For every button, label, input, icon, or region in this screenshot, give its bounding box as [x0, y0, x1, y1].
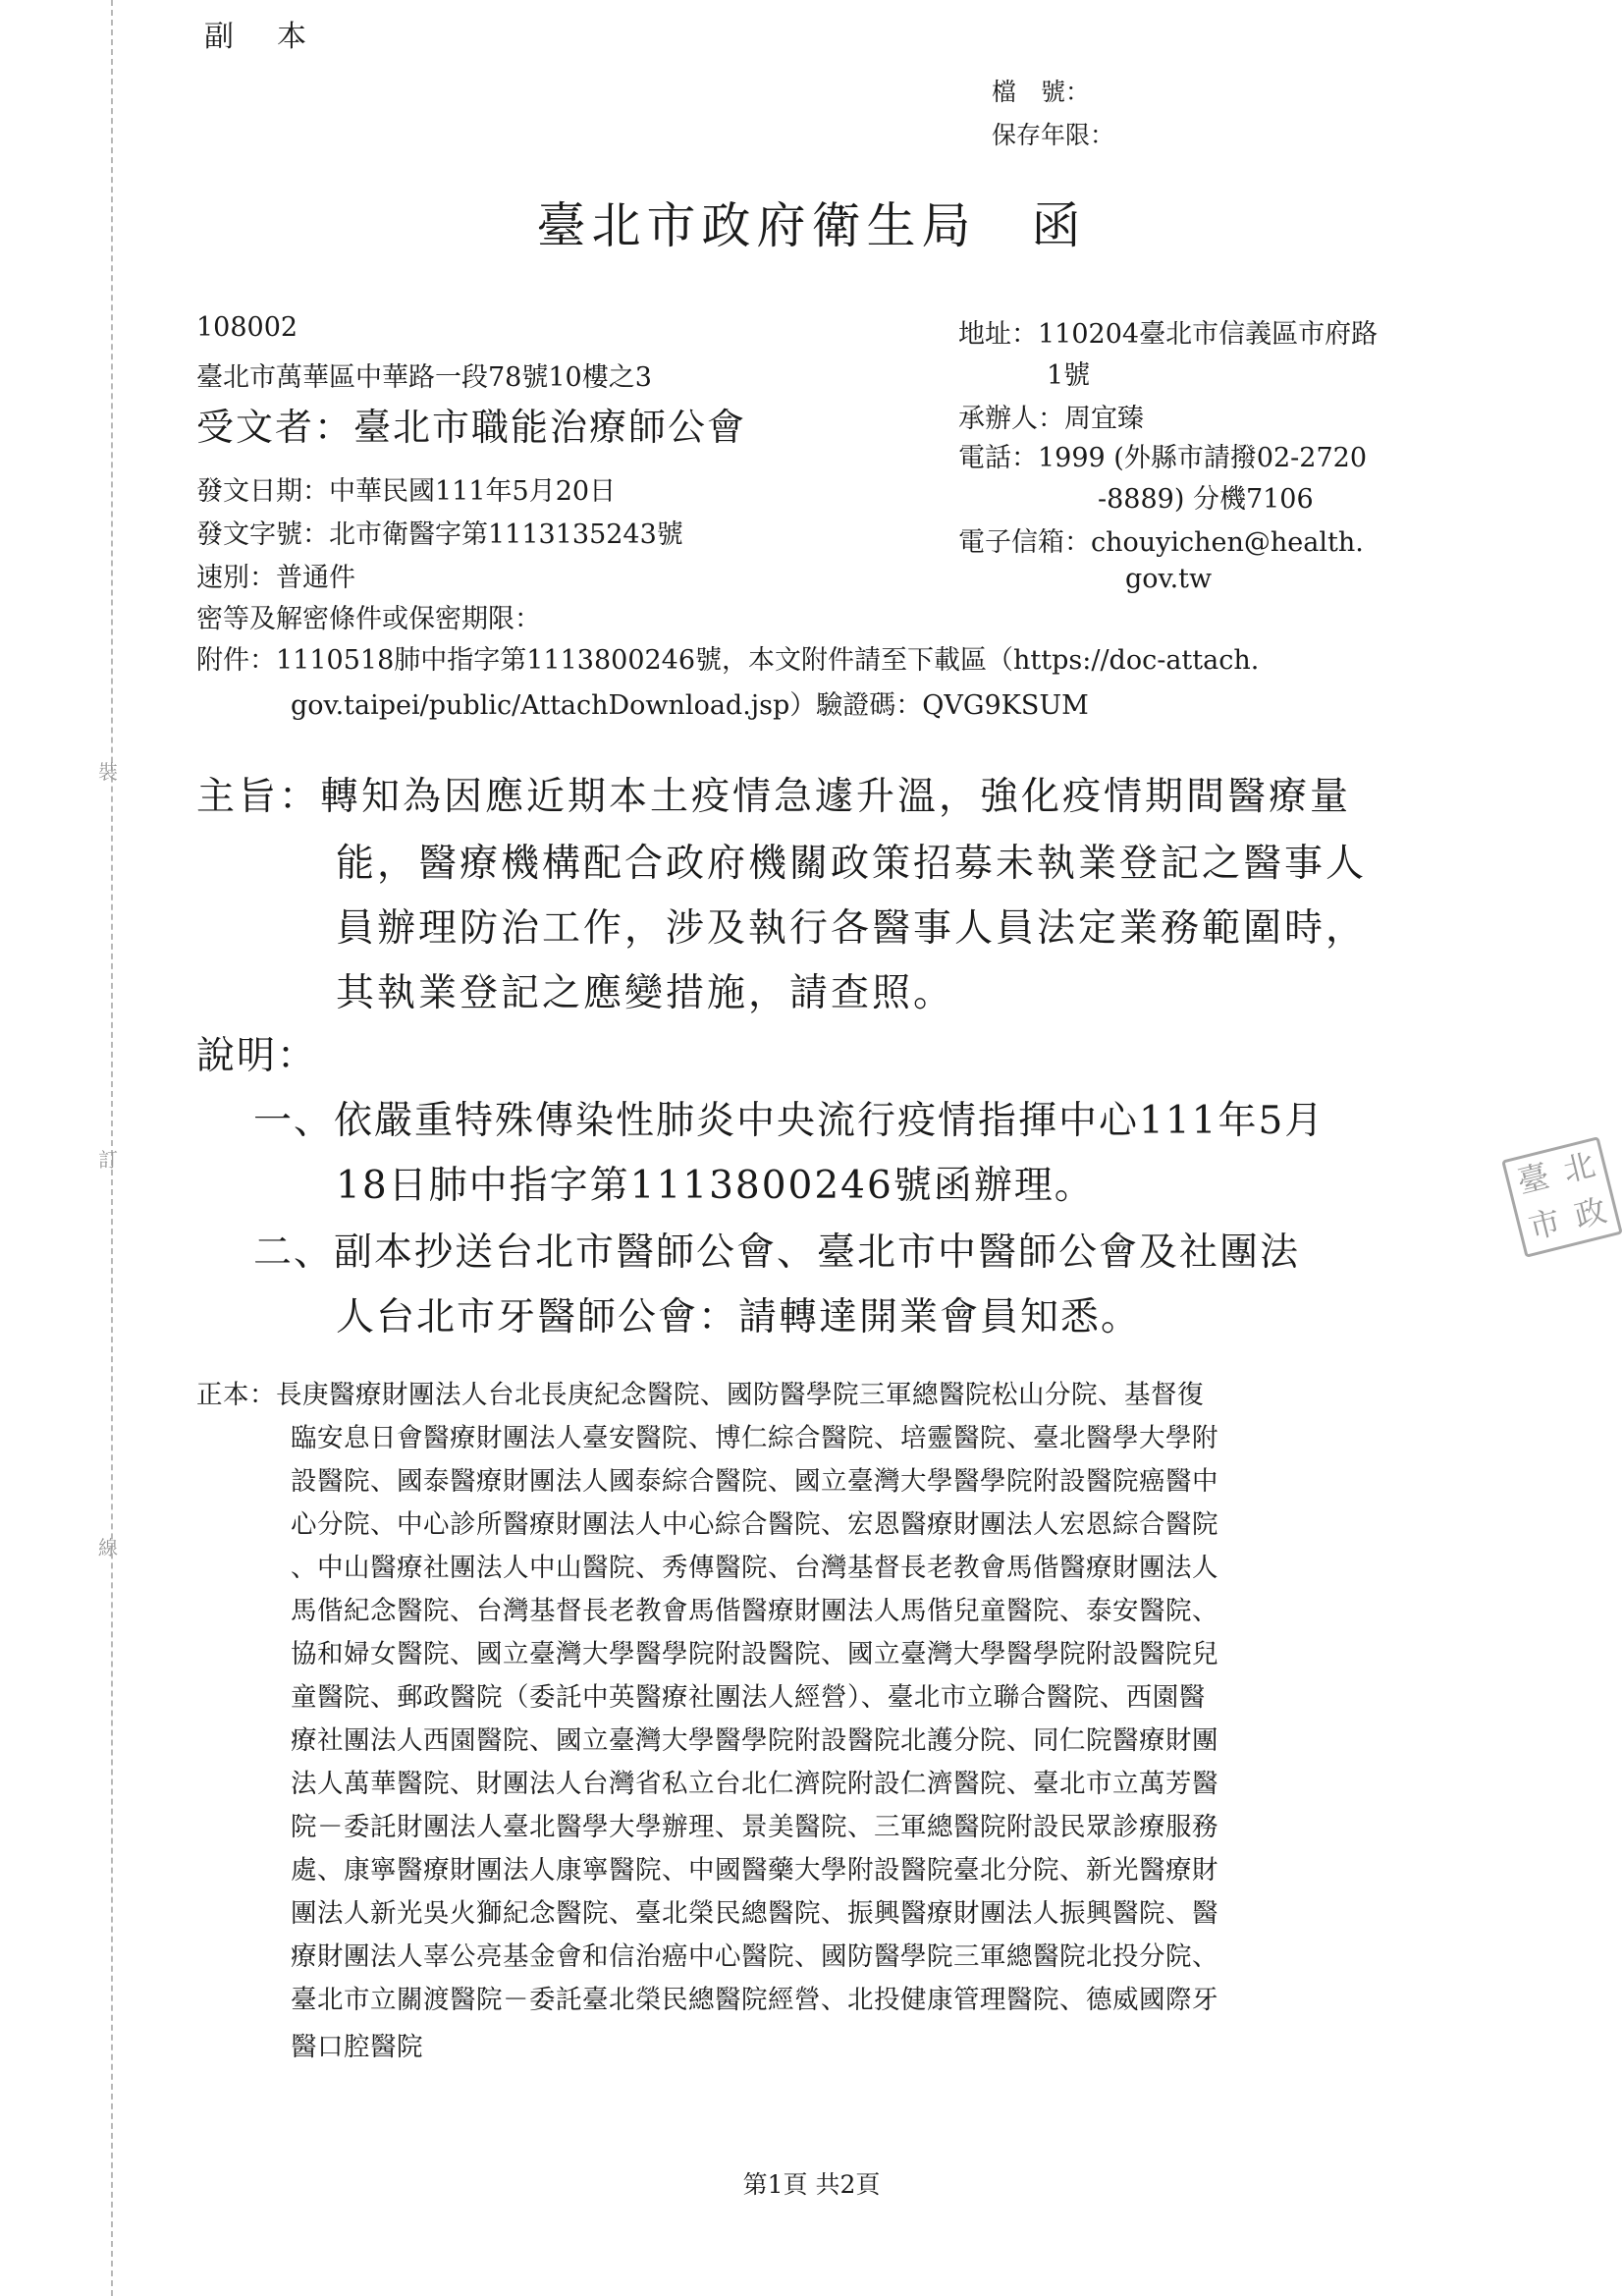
distribution-line-11: 院－委託財團法人臺北醫學大學辦理、景美醫院、三軍總醫院附設民眾診療服務 [291, 1812, 1218, 1842]
subject-line-3: 員辦理防治工作，涉及執行各醫事人員法定業務範圍時， [336, 906, 1368, 951]
distribution-line-6: 馬偕紀念醫院、台灣基督長老教會馬偕醫療財團法人馬偕兒童醫院、泰安醫院、 [291, 1596, 1218, 1626]
sender-email-line-2: gov.tw [1125, 564, 1213, 594]
binding-mark-middle: 訂 [98, 1148, 118, 1172]
attachment-line-1: 附件：1110518肺中指字第1113800246號，本文附件請至下載區（https://doc-attach. [196, 645, 1260, 676]
explanation-label: 說明： [196, 1034, 318, 1078]
distribution-line-1: 正本：長庚醫療財團法人台北長庚紀念醫院、國防醫學院三軍總醫院松山分院、基督復 [196, 1380, 1204, 1410]
distribution-line-12: 處、康寧醫療財團法人康寧醫院、中國醫藥大學附設醫院臺北分院、新光醫療財 [291, 1855, 1218, 1886]
retention-period-label: 保存年限： [992, 121, 1115, 149]
distribution-line-2: 臨安息日會醫療財團法人臺安醫院、博仁綜合醫院、培靈醫院、臺北醫學大學附 [291, 1423, 1218, 1453]
explanation-item-1-line-1: 一、依嚴重特殊傳染性肺炎中央流行疫情指揮中心111年5月 [253, 1099, 1325, 1143]
security-classification: 密等及解密條件或保密期限： [196, 604, 541, 634]
file-number-label: 檔 號： [992, 78, 1091, 106]
seal-char: 臺 [1513, 1157, 1553, 1201]
distribution-line-13: 團法人新光吳火獅紀念醫院、臺北榮民總醫院、振興醫療財團法人振興醫院、醫 [291, 1898, 1218, 1929]
binding-mark-bottom: 線 [98, 1536, 118, 1559]
distribution-line-8: 童醫院、郵政醫院（委託中英醫療社團法人經營）、臺北市立聯合醫院、西園醫 [291, 1682, 1206, 1713]
explanation-item-2-line-2: 人台北市牙醫師公會：請轉達開業會員知悉。 [336, 1295, 1142, 1339]
sender-address-line-2: 1號 [1047, 360, 1091, 391]
distribution-line-14: 療財團法人辜公亮基金會和信治癌中心醫院、國防醫學院三軍總醫院北投分院、 [291, 1941, 1218, 1972]
sender-phone-line-1: 電話：1999 (外縣市請撥02-2720 [958, 443, 1368, 473]
copy-mark: 副本 [204, 20, 350, 54]
binding-mark-top: 裝 [98, 760, 118, 784]
distribution-line-7: 協和婦女醫院、國立臺灣大學醫學院附設醫院、國立臺灣大學醫學院附設醫院兒 [291, 1639, 1218, 1669]
subject-line-1: 主旨：轉知為因應近期本土疫情急遽升溫，強化疫情期間醫療量 [196, 775, 1352, 819]
recipient-postal-code: 108002 [196, 312, 298, 343]
attachment-line-2: gov.taipei/public/AttachDownload.jsp）驗證碼：QVG9KSUM [291, 690, 1089, 721]
sender-handler: 承辦人：周宜臻 [958, 404, 1144, 434]
issue-number: 發文字號：北市衛醫字第1113135243號 [196, 519, 683, 550]
seal-char: 政 [1570, 1191, 1610, 1235]
official-seal-stamp [1501, 1136, 1623, 1258]
document-title: 臺北市政府衛生局 函 [536, 197, 1087, 254]
distribution-line-15: 臺北市立關渡醫院－委託臺北榮民總醫院經營、北投健康管理醫院、德威國際牙 [291, 1985, 1218, 2015]
subject-line-4: 其執業登記之應變措施，請查照。 [336, 971, 955, 1015]
distribution-line-4: 心分院、中心診所醫療財團法人中心綜合醫院、宏恩醫療財團法人宏恩綜合醫院 [291, 1509, 1218, 1540]
recipient: 受文者：臺北市職能治療師公會 [196, 406, 747, 449]
subject-line-2: 能，醫療機構配合政府機關政策招募未執業登記之醫事人 [336, 842, 1368, 886]
distribution-line-5: 、中山醫療社團法人中山醫院、秀傳醫院、台灣基督長老教會馬偕醫療財團法人 [291, 1553, 1218, 1583]
page-footer: 第1頁 共2頁 [742, 2170, 881, 2199]
distribution-line-10: 法人萬華醫院、財團法人台灣省私立台北仁濟院附設仁濟醫院、臺北市立萬芳醫 [291, 1769, 1218, 1799]
recipient-address: 臺北市萬華區中華路一段78號10樓之3 [196, 362, 652, 393]
explanation-item-1-line-2: 18日肺中指字第1113800246號函辦理。 [336, 1164, 1095, 1208]
issue-date: 發文日期：中華民國111年5月20日 [196, 476, 617, 507]
explanation-item-2-line-1: 二、副本抄送台北市醫師公會、臺北市中醫師公會及社團法 [253, 1230, 1301, 1275]
sender-address-line-1: 地址：110204臺北市信義區市府路 [958, 319, 1379, 350]
sender-email-line-1: 電子信箱：chouyichen@health. [958, 527, 1364, 558]
distribution-line-16: 醫口腔醫院 [291, 2032, 423, 2062]
urgency: 速別：普通件 [196, 563, 355, 593]
seal-char: 北 [1559, 1145, 1599, 1190]
distribution-line-9: 療社團法人西園醫院、國立臺灣大學醫學院附設醫院北護分院、同仁院醫療財團 [291, 1725, 1218, 1756]
sender-phone-line-2: -8889) 分機7106 [1098, 484, 1314, 515]
seal-char: 市 [1525, 1202, 1565, 1247]
distribution-line-3: 設醫院、國泰醫療財團法人國泰綜合醫院、國立臺灣大學醫學院附設醫院癌醫中 [291, 1466, 1218, 1497]
